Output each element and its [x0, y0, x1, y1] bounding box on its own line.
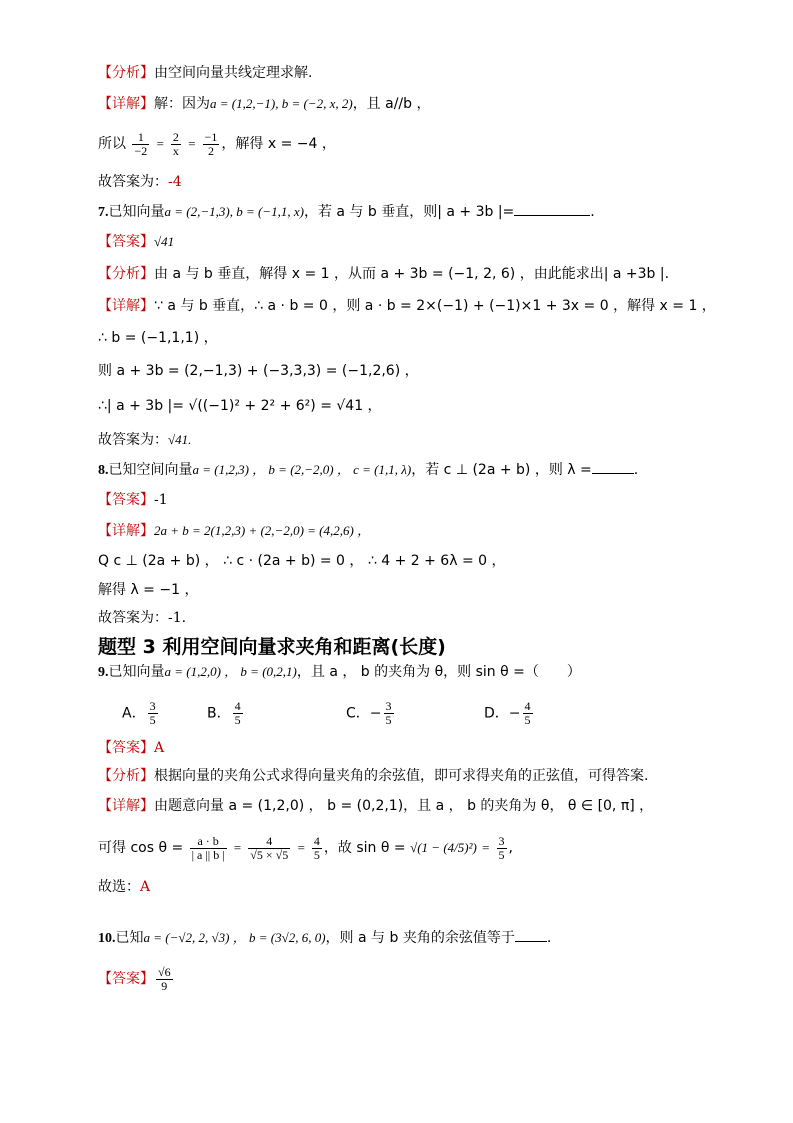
q8-answer	[98, 490, 753, 510]
q9-question	[98, 662, 753, 683]
q8-question-end: .	[633, 462, 639, 478]
q6-conclusion	[98, 172, 753, 192]
q7-detail-line1: ∵ a 与 b 垂直，∴ a · b = 0 ，则 a · b = 2×(−1) + (−1)×1 + 3x = 0 ，解得 x = 1 ，	[154, 298, 716, 314]
frac-den: 9	[161, 978, 168, 993]
q7-answer	[98, 232, 753, 252]
q8-question	[98, 460, 753, 481]
frac-num: 3	[385, 699, 392, 713]
q7-detail-line3: 则 a + 3b = (2,−1,3) + (−3,3,3) = (−1,2,6) ，	[98, 363, 419, 379]
q7-question-math: a = (2,−1,3), b = (−1,1, x)	[164, 204, 304, 219]
q6-conclusion-value: -4	[168, 174, 182, 190]
answer-tag: 【答案】	[98, 971, 154, 987]
q10-answer-blank	[515, 929, 547, 942]
option-frac	[148, 700, 158, 727]
q9-calc-end: ,	[508, 840, 513, 856]
option-frac	[523, 700, 533, 727]
q9-answer-value: A	[154, 740, 165, 756]
answer-tag: 【答案】	[98, 492, 154, 508]
section-heading: 题型 3 利用空间向量求夹角和距离(长度)	[98, 636, 446, 658]
option-label: A．	[122, 705, 146, 722]
q7-detail-3	[98, 361, 753, 381]
frac-num: a · b	[190, 835, 227, 849]
frac-num: 4	[524, 699, 531, 713]
frac-den: 5	[524, 713, 531, 727]
q9-calc-frac-2	[248, 835, 290, 862]
q8-question-prefix: 已知空间向量	[108, 462, 193, 478]
q9-calc-prefix: 可得 cos θ =	[98, 840, 184, 856]
q9-conclusion-value: A	[140, 879, 151, 895]
frac-den: 5	[313, 847, 320, 862]
q10-answer-frac	[156, 966, 173, 993]
detail-tag: 【详解】	[98, 523, 154, 539]
frac-num: 3	[149, 699, 156, 713]
q7-answer-blank	[514, 203, 590, 216]
frac-den: 2	[208, 143, 214, 158]
q7-question	[98, 202, 753, 223]
q9-option-b[interactable]	[207, 700, 245, 727]
frac-num: 2	[172, 129, 179, 144]
q9-number: 9.	[98, 665, 109, 680]
q7-detail-4	[98, 396, 753, 416]
q7-detail-2	[98, 328, 753, 348]
analysis-tag: 【分析】	[98, 768, 154, 784]
q6-analysis	[98, 63, 753, 83]
q9-question-math: a = (1,2,0) ， b = (0,2,1)	[164, 664, 297, 679]
q6-detail-prefix: 解：因为	[154, 96, 210, 112]
q6-detail-math: a = (1,2,−1), b = (−2, x, 2)	[210, 96, 353, 111]
q9-analysis	[98, 766, 753, 786]
q9-question-middle: ，且 a ， b 的夹角为 θ，则 sin θ =（ ）	[296, 664, 581, 680]
q7-analysis-text: 由 a 与 b 垂直，解得 x = 1 ，从而 a + 3b = (−1, 2, 6) ，由此能求出| a +3b |.	[154, 266, 670, 282]
q7-question-middle: ，若 a 与 b 垂直，则| a + 3b |=	[303, 204, 515, 220]
q9-question-prefix: 已知向量	[108, 664, 165, 680]
q6-conclusion-prefix: 故答案为：	[98, 174, 168, 190]
q7-question-prefix: 已知向量	[108, 204, 165, 220]
analysis-tag: 【分析】	[98, 266, 154, 282]
frac-den: −2	[134, 143, 148, 158]
q8-conclusion-value: -1.	[168, 610, 187, 626]
q8-detail-2	[98, 551, 753, 571]
frac-num: 4	[234, 699, 241, 713]
q9-calc-frac-3	[312, 835, 322, 862]
q9-option-d[interactable]	[484, 700, 535, 727]
q8-detail-line1: 2a + b = 2(1,2,3) + (2,−2,0) = (4,2,6) ，	[154, 523, 371, 538]
equals: =	[233, 840, 242, 855]
frac-den: 5	[385, 713, 392, 727]
q8-number: 8.	[98, 463, 109, 478]
q9-calc-frac-4	[497, 835, 507, 862]
equals: =	[296, 840, 306, 855]
q9-calc-frac-1	[190, 835, 227, 862]
option-frac	[384, 700, 394, 727]
equals: =	[481, 840, 491, 855]
option-label: C．	[346, 705, 370, 722]
option-sign: −	[369, 705, 382, 722]
q8-detail-line3: 解得 λ = −1 ，	[98, 582, 199, 598]
q10-question-prefix: 已知	[115, 930, 144, 946]
q9-detail-1	[98, 796, 753, 816]
q9-detail-line1: 由题意向量 a = (1,2,0) ， b = (0,2,1)，且 a ， b 的夹角为 θ， θ ∈ [0, π] ，	[154, 798, 654, 814]
q8-answer-value: -1	[154, 492, 168, 508]
frac-den: x	[172, 143, 179, 158]
q6-ratio-line	[98, 130, 753, 158]
q7-detail-1	[98, 296, 753, 316]
q7-detail-line2: ∴ b = (−1,1,1) ，	[98, 330, 218, 346]
q8-detail-line2: Q c ⊥ (2a + b) ， ∴ c · (2a + b) = 0 ， ∴ 4 + 2 + 6λ = 0 ，	[98, 553, 506, 569]
q9-conclusion-prefix: 故选：	[98, 879, 140, 895]
q9-option-c[interactable]	[346, 700, 396, 727]
q8-answer-blank	[592, 461, 634, 474]
q7-conclusion	[98, 430, 753, 450]
q6-detail	[98, 94, 753, 114]
detail-tag: 【详解】	[98, 298, 154, 314]
q10-question-middle: ，则 a 与 b 夹角的余弦值等于	[325, 930, 515, 946]
answer-tag: 【答案】	[98, 740, 154, 756]
frac-den: 5	[498, 847, 505, 862]
q7-answer-value: √41	[154, 234, 175, 249]
equals: =	[187, 136, 197, 151]
q6-detail-suffix: ，且 a//b ，	[352, 96, 431, 112]
q9-calc	[98, 832, 753, 864]
q10-question-math: a = (−√2, 2, √3) ， b = (3√2, 6, 0)	[143, 930, 326, 945]
q9-answer	[98, 738, 753, 758]
q8-question-middle: ，若 c ⊥ (2a + b) ，则 λ =	[411, 462, 592, 478]
q10-question-end: .	[546, 930, 552, 946]
detail-tag: 【详解】	[98, 96, 154, 112]
q6-frac-2	[171, 131, 181, 158]
q8-detail-1	[98, 521, 753, 541]
q8-conclusion	[98, 608, 753, 628]
q7-detail-line4: ∴| a + 3b |= √((−1)² + 2² + 6²) = √41 ，	[98, 398, 382, 414]
detail-tag: 【详解】	[98, 798, 154, 814]
frac-den: 5	[149, 713, 156, 727]
frac-num: 4	[248, 835, 290, 849]
frac-den: √5 × √5	[250, 847, 289, 862]
q7-question-end: .	[590, 204, 595, 220]
q7-analysis	[98, 264, 753, 284]
option-label: B．	[207, 705, 231, 722]
q6-analysis-text: 由空间向量共线定理求解.	[154, 65, 313, 81]
q9-conclusion	[98, 877, 753, 897]
q6-line3-prefix: 所以	[98, 136, 126, 152]
q7-conclusion-value: √41.	[168, 432, 192, 447]
frac-den: 5	[234, 713, 241, 727]
analysis-tag: 【分析】	[98, 65, 154, 81]
q9-calc-root: √(1 − (4/5)²)	[410, 840, 477, 855]
q7-number: 7.	[98, 205, 109, 220]
q8-question-math: a = (1,2,3) ， b = (2,−2,0) ， c = (1,1, λ)	[192, 462, 412, 477]
frac-num: 1	[132, 131, 149, 145]
frac-num: 3	[498, 833, 505, 848]
option-label: D．	[484, 705, 509, 722]
equals: =	[155, 136, 165, 151]
q6-frac-1	[132, 131, 149, 158]
q6-frac-3	[203, 131, 220, 158]
q7-conclusion-prefix: 故答案为：	[98, 432, 168, 448]
option-frac	[233, 700, 243, 727]
answer-tag: 【答案】	[98, 234, 154, 250]
q9-option-a[interactable]	[122, 700, 160, 727]
q10-answer	[98, 964, 753, 994]
q10-question	[98, 928, 753, 949]
frac-den: | a || b |	[191, 847, 225, 862]
q10-number: 10.	[98, 931, 116, 946]
q8-conclusion-prefix: 故答案为：	[98, 610, 168, 626]
q9-analysis-text: 根据向量的夹角公式求得向量夹角的余弦值，即可求得夹角的正弦值，可得答案.	[154, 768, 649, 784]
frac-num: √6	[158, 964, 171, 979]
frac-num: −1	[204, 129, 218, 144]
option-sign: −	[508, 705, 521, 722]
frac-num: 4	[313, 833, 320, 848]
q6-line3-suffix: ，解得 x = −4 ，	[221, 136, 336, 152]
q8-detail-3	[98, 580, 753, 600]
q9-calc-middle: ，故 sin θ =	[323, 840, 406, 856]
